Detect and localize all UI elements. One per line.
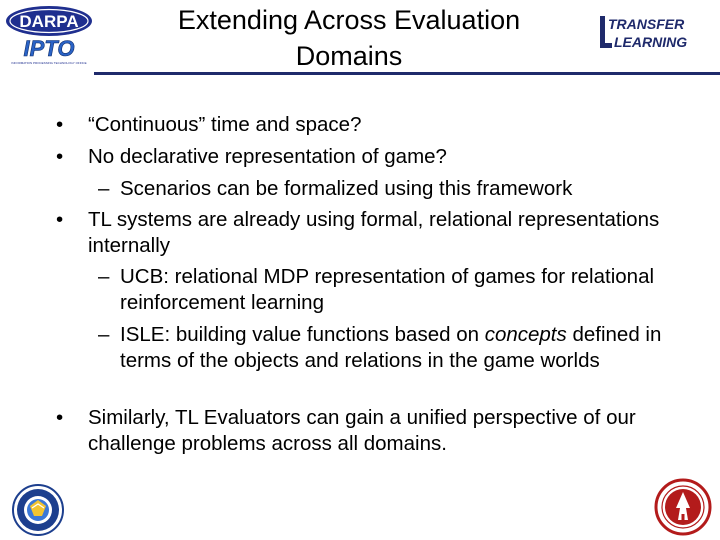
sub-bullet-item: – UCB: relational MDP representation of games for relational reinforcement learning <box>120 264 668 316</box>
ipto-text: IPTO <box>23 36 75 61</box>
transfer-learning-logo <box>598 12 714 52</box>
bullet-item: • No declarative representation of game? <box>88 144 668 170</box>
university-seal-icon <box>652 478 714 536</box>
tl-line1: TRANSFER <box>608 16 685 32</box>
darpa-text: DARPA <box>19 12 79 31</box>
bullet-item: • TL systems are already using formal, relational representations internally <box>88 207 668 259</box>
isle-emphasis: concepts <box>484 323 567 346</box>
bullet-item: • “Continuous” time and space? <box>88 112 668 138</box>
tl-line2: LEARNING <box>614 34 688 50</box>
isle-text-pre: ISLE: building value functions based on <box>120 323 485 346</box>
navy-seal-icon <box>8 484 68 536</box>
isle-text-post: defined in terms of the objects and relations in the game worlds <box>120 323 662 372</box>
sub-bullet-item <box>120 322 668 374</box>
sub-bullet-item: – Scenarios can be formalized using this framework <box>120 176 668 202</box>
page-title: Extending Across Evaluation Domains <box>177 5 521 71</box>
darpa-ipto-logo <box>4 4 94 66</box>
bullet-item: • Similarly, TL Evaluators can gain a unified perspective of our challenge problems across all domains. <box>88 405 668 457</box>
title-rule <box>94 72 720 75</box>
ipto-subtext: INFORMATION PROCESSING TECHNOLOGY OFFICE <box>11 61 87 65</box>
